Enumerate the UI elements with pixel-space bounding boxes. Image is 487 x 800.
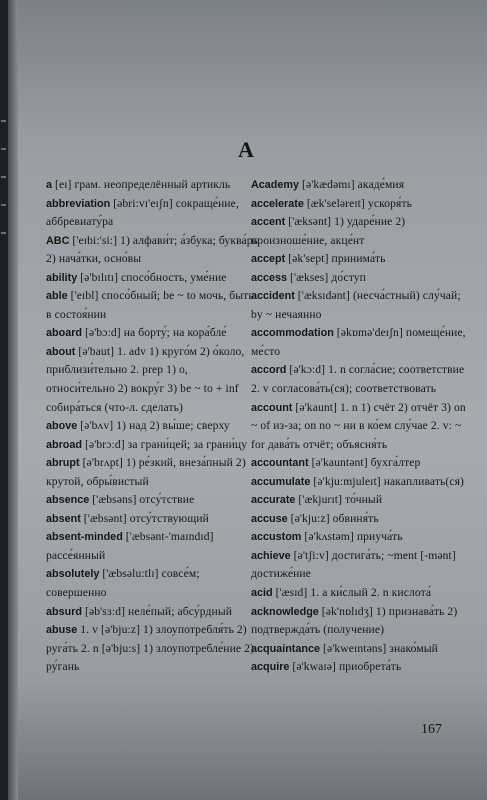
dictionary-entry [46, 232, 258, 269]
dictionary-entry [251, 176, 472, 195]
entry-definition: [ə'baut] 1. adv 1) круго́м 2) о́коло, приблизи́тельно 2. prep 1) о, относи́тельно 2) вокру́г 3) be ~ to + inf собира́ться (что-л. сделать) [46, 344, 245, 414]
entry-definition: [ə'kɔ:d] 1. n согла́сие; соответствие 2. v согласова́ть(ся); соответствовать [251, 363, 465, 396]
dictionary-entry [251, 269, 472, 288]
dictionary-entry [46, 454, 258, 491]
entry-definition: [ə'tʃi:v] достига́ть; ~ment [-mənt] достиже́ние [251, 548, 456, 581]
entry-headword: abroad [46, 438, 82, 451]
dictionary-entry [251, 213, 472, 250]
entry-definition: ['æksənt] 1) ударе́ние 2) произноше́ние, акце́нт [251, 215, 406, 247]
entry-definition: [əkɒmə'deɪʃn] помеще́ние, ме́сто [251, 326, 466, 358]
entry-definition: [əbri:vɪ'eɪʃn] сокраще́ние, аббревиату́ра [46, 196, 239, 229]
left-column [46, 176, 258, 677]
entry-definition: ['æbsəlu:tlɪ] совсе́м; совершенно [46, 567, 200, 600]
dictionary-entry [46, 528, 258, 565]
entry-headword: accumulate [251, 475, 311, 488]
entry-headword: about [46, 345, 76, 358]
entry-headword: absent [46, 512, 81, 525]
dictionary-page [8, 0, 487, 800]
dictionary-entry [251, 603, 472, 640]
entry-definition: ['æsɪd] 1. a ки́слый 2. n кислота́ [272, 586, 432, 600]
entry-headword: aboard [46, 327, 82, 340]
entry-headword: abuse [46, 624, 78, 637]
dictionary-entry [46, 176, 258, 195]
dictionary-entry [251, 658, 472, 677]
dictionary-entry [46, 324, 258, 343]
entry-headword: a [46, 179, 53, 191]
entry-definition: [ə'bʌv] 1) над 2) вы́ше; сверху [77, 419, 230, 433]
entry-definition: [ə'kʌstəm] приуча́ть [301, 530, 403, 544]
entry-definition: [ə'kju:z] обвиня́ть [287, 511, 379, 525]
dictionary-entry [46, 436, 258, 455]
entry-definition: [ə'kaunt] 1. n 1) счёт 2) отчёт 3) on ~ of из-за; on no ~ ни в ко́ем слу́чае 2. v: ~ for дава́ть отчёт; объясня́ть [251, 400, 466, 451]
dictionary-entry [46, 491, 258, 510]
entry-headword: accelerate [251, 197, 304, 210]
dictionary-entry [46, 269, 258, 288]
entry-headword: accurate [251, 494, 296, 507]
right-column [251, 176, 472, 677]
entry-definition: [ə'brʌpt] 1) ре́зкий, внеза́пный 2) крутой, обры́вистый [46, 456, 246, 488]
entry-headword: above [46, 420, 78, 433]
entry-headword: absence [46, 494, 90, 507]
entry-definition: ['æbsənt] отсу́тствующий [80, 511, 209, 525]
entry-headword: accord [251, 364, 287, 377]
dictionary-entry [251, 399, 472, 455]
entry-headword: ABC [46, 234, 70, 247]
entry-headword: ability [46, 271, 78, 284]
entry-definition: [ə'kweɪntəns] знако́мый [320, 641, 438, 655]
entry-headword: accustom [251, 531, 302, 544]
entry-definition: ['æbsəns] отсу́тствие [89, 493, 195, 507]
entry-definition: ['ækses] до́ступ [287, 270, 366, 284]
entry-headword: acquire [251, 661, 290, 674]
dictionary-entry [251, 324, 472, 361]
entry-definition: [ə'kwaɪə] приобрета́ть [289, 660, 402, 674]
dictionary-entry [46, 195, 258, 232]
dictionary-entry [46, 287, 258, 324]
dictionary-entry [251, 250, 472, 269]
entry-headword: acid [251, 587, 273, 600]
entry-definition: [eɪ] грам. неопределённый артикль [52, 178, 231, 191]
dictionary-entry [46, 417, 258, 436]
entry-headword: Academy [251, 179, 300, 191]
dictionary-entry [251, 584, 472, 603]
entry-headword: accountant [251, 457, 309, 470]
entry-definition: [ə'kju:mjuleɪt] накапливать(ся) [310, 474, 464, 488]
entry-definition: [æk'seləreɪt] ускоря́ть [303, 196, 413, 210]
entry-definition: [ə'brɔ:d] за грани́цей; за грани́цу [82, 437, 248, 451]
entry-definition: ['eɪbi:'si:] 1) алфави́т; а́збука; буква́рь 2) нача́тки, осно́вы [46, 233, 259, 266]
entry-headword: absurd [46, 605, 82, 618]
entry-definition: [ə'bɪlɪtɪ] спосо́бность, уме́ние [77, 270, 227, 284]
dictionary-entry [46, 565, 258, 602]
entry-definition: 1. v [ə'bju:z] 1) злоупотребля́ть 2) руга́ть 2. n [ə'bju:s] 1) злоупотребле́ние 2) ру́гань [46, 623, 255, 674]
dictionary-entry [46, 603, 258, 622]
dictionary-entry [251, 491, 472, 510]
entry-headword: accent [251, 216, 286, 229]
entry-headword: able [46, 290, 68, 303]
dictionary-entry [251, 361, 472, 398]
entry-definition: [ə'bɔ:d] на борту́; на кора́бле́ [82, 326, 227, 340]
dictionary-entry [251, 640, 472, 659]
entry-headword: accuse [251, 512, 288, 525]
entry-definition: [ək'sept] принима́ть [285, 252, 386, 266]
entry-headword: absolutely [46, 568, 100, 581]
entry-headword: accept [251, 253, 286, 266]
entry-definition: ['eɪbl] спосо́бный; be ~ to мочь, быть в состоя́нии [46, 289, 254, 321]
entry-headword: absent-minded [46, 531, 123, 544]
entry-definition: [ək'nɒlɪdʒ] 1) признава́ть 2) подтвержда́ть (получение) [251, 604, 458, 637]
entry-definition: [əb'sɜ:d] неле́пый; абсу́рдный [82, 604, 233, 618]
entry-headword: accommodation [251, 327, 334, 340]
dictionary-entry [251, 287, 472, 324]
previous-page-edge [0, 0, 8, 800]
dictionary-entry [251, 195, 472, 214]
entry-headword: access [251, 271, 288, 284]
dictionary-entry [46, 621, 258, 677]
entry-definition: ['æksɪdənt] (несча́стный) слу́чай; by ~ нечаянно [251, 289, 461, 321]
entry-headword: abbreviation [46, 197, 111, 210]
dictionary-entry [46, 510, 258, 529]
dictionary-entry [251, 473, 472, 492]
page-number: 167 [421, 722, 442, 737]
entry-headword: accident [251, 290, 295, 303]
entry-headword: achieve [251, 549, 291, 562]
dictionary-entry [46, 343, 258, 417]
page-gutter-shadow [8, 0, 18, 800]
entry-definition: ['æbsənt-'maɪndɪd] рассе́янный [46, 530, 214, 562]
dictionary-entry [251, 547, 472, 584]
section-letter: A [238, 137, 254, 162]
entry-definition: ['ækjurɪt] то́чный [295, 493, 383, 507]
dictionary-entry [251, 454, 472, 473]
entry-headword: acknowledge [251, 605, 319, 618]
dictionary-entry [251, 528, 472, 547]
entry-headword: abrupt [46, 457, 80, 470]
entry-definition: [ə'kædəmɪ] акаде́мия [299, 178, 405, 191]
dictionary-entry [251, 510, 472, 529]
entry-definition: [ə'kauntənt] бухга́лтер [308, 456, 421, 470]
entry-headword: acquaintance [251, 642, 321, 655]
entry-headword: account [251, 401, 293, 414]
